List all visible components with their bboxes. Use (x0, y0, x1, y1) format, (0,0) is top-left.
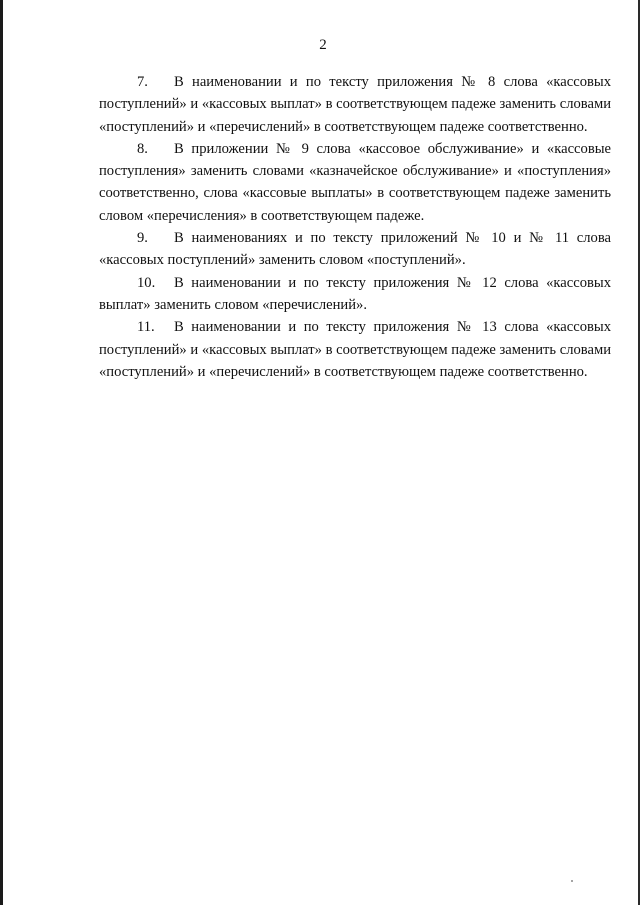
scan-speck (571, 880, 573, 882)
paragraph-11 (99, 316, 611, 383)
paragraph-number: 9. (137, 230, 148, 247)
paragraph-text: В наименовании и по тексту приложения № 8 слова «кассовых поступлений» и «кассовых выплат» в соответствующем падеже заменить словами «поступлений» и «перечислений» в соответствующем падеже соответственно. (99, 74, 611, 135)
paragraph-7 (99, 71, 611, 138)
paragraph-10 (99, 272, 611, 317)
paragraph-number: 8. (137, 140, 148, 157)
paragraph-9 (99, 227, 611, 272)
page-number: 2 (319, 37, 327, 53)
paragraph-number: 7. (137, 74, 148, 90)
paragraph-number: 10. (137, 274, 156, 291)
paragraph-text: В наименовании и по тексту приложения № 13 слова «кассовых поступлений» и «кассовых выплат» в соответствующем падеже заменить словами «поступлений» и «перечислений» в соответствующем падеже соответственно. (99, 319, 611, 380)
paragraph-8 (99, 138, 611, 227)
paragraph-text: В приложении № 9 слова «кассовое обслуживание» и «кассовые поступления» заменить словами «казначейское обслуживание» и «поступления» соответственно, слова «кассовые выплаты» в соответствующем падеже заменить словом «перечисления» в соответствующем падеже. (99, 140, 611, 224)
paragraph-text: В наименованиях и по тексту приложений № 10 и № 11 слова «кассовых поступлений» заменить словом «поступлений». (99, 230, 611, 269)
paragraph-text: В наименовании и по тексту приложения № 12 слова «кассовых выплат» заменить словом «перечислений». (99, 274, 611, 313)
paragraph-number: 11. (137, 319, 155, 336)
document-body (99, 71, 611, 383)
